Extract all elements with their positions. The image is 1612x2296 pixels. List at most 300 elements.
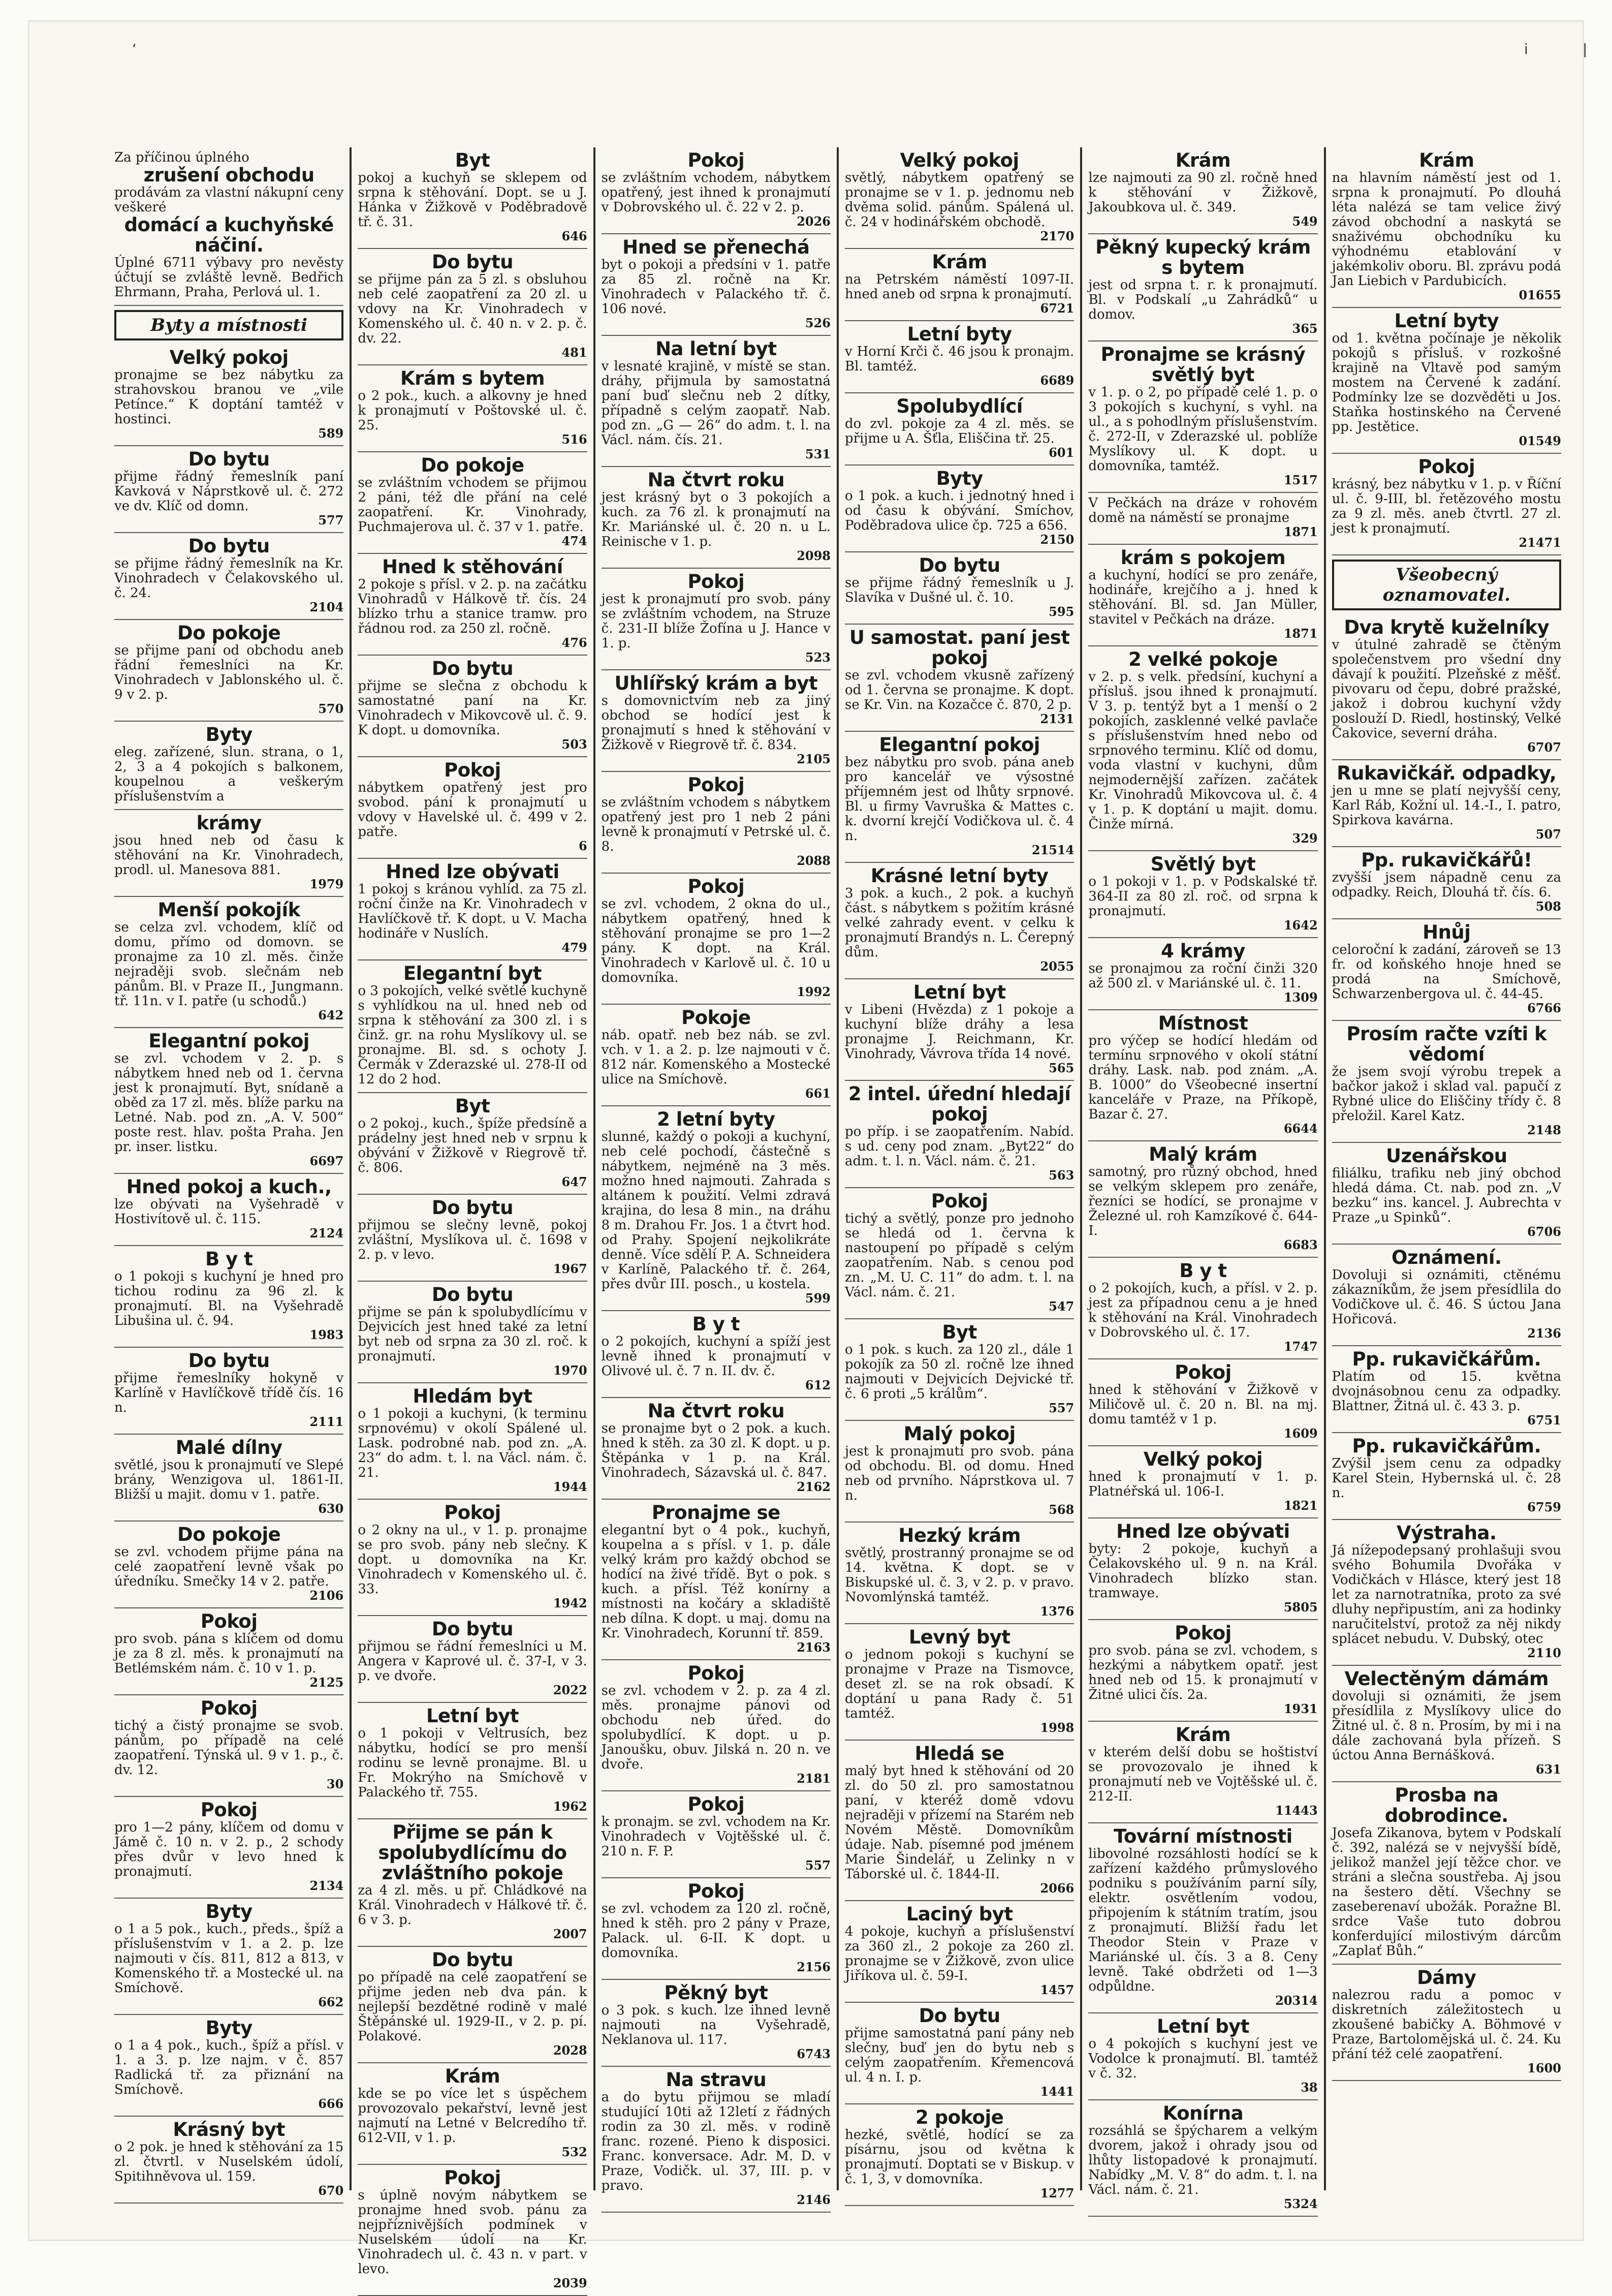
ad-heading: Letní byt	[426, 1705, 519, 1727]
ad-body: světlý, prostranný pronajme se od 14. května. K dopt. se v Biskupské ul. č. 3, v 2. p. v pravo. Novomlýnská tamtéž.	[844, 1545, 1074, 1605]
ad-body: o 2 pok. je hned k stěhování za 15 zl. čtvrtl. v Nuselském údolí, Spitihněvova ul. 159.	[114, 2139, 344, 2184]
ad-body: o 1 pokoji s kuchyní je hned pro tichou rodinu za 96 zl. k pronajmutí. Bl. na Vyšehradě Libušina ul. č. 94.	[114, 1269, 344, 1328]
classified-ad	[114, 620, 343, 722]
ad-number: 2110	[1527, 1646, 1561, 1660]
ad-heading: Letní byt	[913, 981, 1006, 1003]
ad-heading: Pronajme se	[651, 1502, 780, 1524]
ad-body: o 1 a 4 pok., kuch., špíž a přísl. v 1. a 3. p. lze najm. v č. 857 Radlická tř. za přiznání na Smíchově.	[114, 2038, 344, 2097]
ad-body: v kterém delší dobu se hoštiství se provozovalo je ihned k pronajmutí neb ve Vojtěšské ul. č. 212-II.	[1088, 1745, 1318, 1804]
ad-heading: Byty	[936, 468, 983, 489]
ad-body: o jednom pokoji s kuchyní se pronajme v Praze na Tismovce, deset zl. se na rok obsadí. K doptání u pana Rady č. 51 tamtéž.	[844, 1647, 1074, 1721]
ad-number: 2028	[553, 2043, 587, 2058]
ad-number: 1376	[1040, 1604, 1074, 1619]
ad-number: 1931	[1283, 1701, 1318, 1716]
ad-number: 365	[1292, 321, 1318, 336]
ad-body: v 2. p. s velk. předsíní, kuchyní a přísluš. jsou ihned k pronajmutí. V 3. p. tentýž byt a 1 menší o 2 pokojích, zasklenné velké pavlače s příslušenstvím hned nebo od srpnového terminu. Klíč od domu, voda vlastní v kuchyni, dům nejmodernější zařízen. začátek Kr. Vinohradů Mikovcova ul. č. 4 v 1. p. K doptání u majit. domu. Činže mírná.	[1088, 669, 1318, 832]
classified-ad	[1332, 1666, 1561, 1782]
ad-body: 3 pok. a kuch., 2 pok. a kuchyň část. s nábytkem s požitím krásné velké zahrady event. v celku k pronajmutí Brandýs n. L. Čerepný dům.	[844, 886, 1074, 960]
classified-ad	[1088, 1141, 1317, 1258]
ad-heading: Rukavičkář. odpadky,	[1337, 762, 1557, 784]
section-heading: Všeobecný oznamovatel.	[1332, 560, 1561, 610]
ad-body: Josefa Zikanova, bytem v Podskalí č. 392, nalézá se v nejvyšší bídě, jelikož manžel její těžce chor. ve stráni a slečna soustřeba. Aj jsou na šestero dětí. Všechny se zaseberenaví ubožák. Poražne Bl. srdce Vaše tuto dobrou konferdující milostivým dárcům „Zaplať Bůh.“	[1332, 1825, 1561, 1959]
ad-heading: Malý krám	[1149, 1143, 1257, 1165]
ad-heading: domácí a kuchyňské náčiní.	[124, 214, 334, 256]
classified-ad	[1088, 851, 1317, 938]
ad-number: 2181	[797, 1771, 831, 1786]
ad-body: přijmou se řádní řemeslníci u M. Angera v Kaprové ul. č. 37-I, v 3. p. ve dvoře.	[358, 1639, 587, 1684]
ad-body: o 1 pokoji a kuchyni, (k terminu srpnovému) v okolí Spálené ul. Lask. podrobné nab. pod zn. „A. 23“ do adm. t. l. na Václ. nám. č. 21.	[358, 1406, 587, 1480]
ad-number: 1979	[309, 877, 344, 891]
ad-body: Platím od 15. května dvojnásobnou cenu za odpadky. Blattner, Žitná ul. č. 43 3. p.	[1332, 1369, 1561, 1414]
ad-number: 503	[561, 737, 587, 752]
ad-number: 2148	[1527, 1123, 1561, 1137]
ad-number: 1821	[1283, 1498, 1318, 1513]
ad-heading: Pokoj	[200, 1799, 258, 1821]
ad-heading: Prosím račte vzíti k vědomí	[1346, 1023, 1547, 1065]
ad-body: se zvl. vchodem, 2 okna do ul., nábytkem opatřený, hned k stěhování pronajme se pro 1—2 pány. K dopt. na Král. Vinohradech v Karlově ul. č. 10 u domovníka.	[601, 896, 831, 985]
ad-number: 6697	[309, 1154, 344, 1168]
ad-heading: Na stravu	[666, 2069, 767, 2091]
ad-heading: Pokoje	[681, 1007, 751, 1029]
ad-heading: Pokoj	[1175, 1622, 1231, 1644]
ad-heading: Pokoj	[200, 1697, 258, 1719]
ad-number: 6707	[1527, 740, 1561, 755]
section-heading: Byty a místnosti	[114, 310, 343, 340]
ad-number: 568	[1049, 1502, 1074, 1517]
ad-body: se zvláštním vchodem, nábytkem opatřený, jest ihned k pronajmutí v Dobrovského ul. č. 22 v 2. p.	[601, 170, 831, 215]
ad-heading: 2 letní byty	[657, 1108, 775, 1130]
classified-ad	[1332, 147, 1561, 308]
classified-ad	[114, 1174, 343, 1246]
ad-number: 589	[318, 426, 344, 441]
ad-number: 01549	[1519, 433, 1561, 448]
classified-ad	[845, 1901, 1074, 2003]
classified-ad	[114, 1522, 343, 1608]
ad-number: 30	[326, 1777, 344, 1791]
ad-number: 670	[318, 2183, 344, 2198]
column-4	[837, 147, 1080, 2200]
classified-ad	[1088, 1359, 1317, 1446]
ad-heading: Hledá se	[914, 1743, 1004, 1764]
ad-body: eleg. zařízené, slun. strana, o 1, 2, 3 a 4 pokojích s balkonem, koupelnou a veškerým příslušenstvím a	[114, 744, 344, 804]
ad-heading: Do bytu	[919, 554, 1000, 576]
classified-ad	[1332, 1143, 1561, 1245]
classified-ad	[358, 249, 587, 365]
ad-number: 6721	[1040, 301, 1074, 316]
classified-ad	[845, 393, 1074, 466]
ad-heading: Hnůj	[1423, 921, 1471, 943]
ad-heading: Do bytu	[188, 535, 270, 557]
ad-body: prodávám za vlastní nákupní ceny veškeré	[114, 185, 344, 215]
ad-body: přijme řádný řemeslník paní Kavková v Náprstkově ul. č. 272 ve dv. Klíč od domn.	[114, 469, 344, 514]
classified-ad	[845, 1624, 1074, 1741]
classified-ad	[602, 1500, 831, 1660]
ad-body: 2 pokoje s přísl. v 2. p. na začátku Vinohradů v Hálkově tř. čís. 24 blízko trhu a stanice tramw. pro řádnou rod. za 250 zl. ročně.	[358, 577, 587, 636]
ad-body: lze najmouti za 90 zl. ročně hned k stěhování v Žižkově, Jakoubkova ul. č. 349.	[1088, 170, 1318, 215]
ad-body: bez nábytku pro svob. pána aneb pro kancelář ve výsostné příjemném jest od lhůty srpnové. Bl. u firmy Vavruška & Mattes c. k. dvorní krejčí Vodičkova ul. č. 4 n.	[844, 755, 1074, 844]
classified-ad	[845, 1319, 1074, 1421]
ad-body: se přijme paní od obchodu aneb řádní řemeslníci na Kr. Vinohradech v Jablonského ul. č. 9 v 2. p.	[114, 643, 344, 702]
ad-number: 6766	[1527, 1001, 1561, 1015]
ad-heading: Byty	[205, 1901, 252, 1922]
ad-body: že jsem svojí výrobu trepek a bačkor jakož i sklad val. papučí z Rybné ulice do Eliščiny třídy č. 8 přeložil. Karel Katz.	[1332, 1064, 1561, 1124]
ad-body: 4 pokoje, kuchyň a příslušenství za 360 zl., 2 pokoje za 260 zl. pronajme se v Žižkově, zvon ulice Jiříkova ul. č. 59-I.	[844, 1924, 1074, 1983]
classified-ad	[114, 2117, 343, 2204]
ad-number: 2104	[309, 600, 344, 614]
classified-ad	[114, 1435, 343, 1522]
column-5	[1080, 147, 1323, 2211]
ad-heading: Uzenářskou	[1385, 1145, 1507, 1167]
ad-number: 646	[561, 229, 587, 243]
ad-heading: Do pokoje	[177, 1524, 281, 1545]
ad-heading: Pokoj	[687, 1793, 745, 1815]
classified-ad	[114, 1899, 343, 2015]
ad-heading: Do bytu	[188, 1350, 270, 1372]
ad-number: 1441	[1040, 2084, 1074, 2099]
ad-body: byt o pokoji a předsíni v 1. patře za 85 zl. ročně na Kr. Vinohradech v Palackého tř. č. 106 nové.	[601, 257, 831, 317]
ad-number: 2131	[1040, 711, 1074, 726]
classified-ad	[358, 147, 587, 249]
ad-body: libovolné rozsáhlosti hodící se k zařízení každého průmyslového podniku s používáním parní síly, elektr. osvětlením vodou, připojením k státním tratím, jsou z pronajmutí. Bližší řadu let Theodor Stein v Praze v Mariánské ul. čís. 3 a 8. Ceny levně. Také obdržeti od 1—3 odpůldne.	[1088, 1846, 1318, 1994]
column-2	[350, 147, 593, 2290]
ad-heading: Velectěným dámám	[1344, 1668, 1549, 1690]
ad-number: 563	[1049, 1168, 1074, 1183]
ad-heading: zrušení obchodu	[143, 164, 314, 186]
classified-ad	[602, 569, 831, 670]
classified-ad	[114, 722, 343, 810]
ad-body: o 2 okny na ul., v 1. p. pronajme se pro svob. pány neb slečny. K dopt. u domovníka na Kr. Vinohradech v Komenského ul. č. 33.	[358, 1523, 587, 1597]
ad-number: 2124	[309, 1226, 344, 1240]
classified-ad	[602, 1005, 831, 1106]
ad-body: v lesnaté krajině, v místě se stan. dráhy, přijmula by samostatná paní buď slečnu neb 2 dítky, případně s celým zaopatř. Nab. pod zn. „G — 26“ do adm. t. l. na Václ. nám. čís. 21.	[601, 359, 831, 448]
classified-ad	[1088, 545, 1317, 646]
ad-body: o 2 pokoj., kuch., špíže předsíně a prádelny jest hned neb v srpnu k obývání v Žižkově v Riegrově tř. č. 806.	[358, 1116, 587, 1175]
ad-number: 577	[318, 513, 344, 528]
ad-number: 1970	[553, 1363, 587, 1378]
classified-ad	[358, 1947, 587, 2063]
ad-heading: Letní byty	[907, 323, 1012, 345]
ad-heading: Dámy	[1417, 1967, 1476, 1989]
classified-ad	[358, 1282, 587, 1383]
ad-body: hned k stěhování v Žižkově v Miličově ul. č. 20 n. Bl. na mj. domu tamtéž v 1 p.	[1088, 1382, 1318, 1427]
ad-number: 647	[561, 1174, 587, 1189]
ad-heading: Malé dílny	[175, 1437, 282, 1459]
ad-heading: krámy	[196, 812, 262, 834]
ad-body: o 2 pok., kuch. a alkovny je hned k pronajmutí v Poštovské ul. č. 25.	[358, 388, 587, 433]
ad-heading: Pokoj	[931, 1190, 988, 1212]
ad-body: na Petrském náměstí 1097-II. hned aneb od srpna k pronajmutí.	[844, 272, 1074, 302]
ad-heading: Do pokoje	[177, 622, 281, 644]
ad-body: krásný, bez nábytku v 1. p. v Říční ul. č. 9-III, bl. řetězového mostu za 9 zl. měs. aneb čtvrtl. 27 zl. jest k pronajmutí.	[1332, 477, 1561, 536]
ad-number: 5805	[1283, 1600, 1318, 1615]
classified-ad	[845, 552, 1074, 625]
ad-number: 601	[1049, 445, 1074, 460]
ad-body: se zvláštním vchodem s nábytkem opatřený jest pro 1 neb 2 páni levně k pronajmutí v Petrské ul. č. 8.	[601, 795, 831, 854]
ad-body: jsou hned neb od času k stěhování na Kr. Vinohradech, prodl. ul. Manesova 881.	[114, 833, 344, 878]
ad-body: pronajme se bez nábytku za strahovskou branou ve „vile Petínce.“ K doptání tamtéž v hostinci.	[114, 367, 344, 427]
ad-body: pokoj a kuchyň se sklepem od srpna k stěhování. Dopt. se u J. Hánka v Žižkově v Poděbradově tř. č. 31.	[358, 170, 587, 230]
ad-heading: Místnost	[1158, 1012, 1248, 1034]
ad-number: 38	[1301, 2080, 1318, 2095]
ad-number: 2026	[797, 214, 831, 229]
classified-ad	[1332, 847, 1561, 919]
ad-number: 2098	[797, 548, 831, 563]
ad-number: 6	[578, 839, 587, 853]
ad-heading: Tovární místnosti	[1114, 1825, 1292, 1847]
ad-body: o 1 a 5 pok., kuch., předs., špíž a příslušenstvím v 1. a 2. p. lze najmouti v čís. 811, 812 a 813, v Komenského tř. a Mostecké ul. na Smíchově.	[114, 1921, 344, 1996]
classified-ad	[845, 147, 1074, 249]
classified-ad	[1332, 1782, 1561, 1965]
page-edge-mark: i	[1524, 41, 1528, 57]
classified-ad	[1088, 1722, 1317, 1823]
ad-heading: Letní byt	[1156, 2015, 1249, 2037]
classified-ad	[845, 625, 1074, 732]
ad-number: 612	[805, 1378, 831, 1392]
ad-body: se pronajme byt o 2 pok. a kuch. hned k stěh. za 30 zl. K dopt. u p. Štěpánka v 1 p. na Král. Vinohradech, Sázavská ul. č. 847.	[601, 1421, 831, 1480]
ad-heading: Na čtvrt roku	[647, 1400, 785, 1422]
ad-body: se pronajmou za roční činži 320 až 500 zl. v Mariánské ul. č. 11.	[1088, 961, 1318, 991]
ad-heading: Do bytu	[431, 1197, 514, 1219]
classified-ad	[1332, 760, 1561, 847]
classified-ad	[602, 1398, 831, 1500]
ad-heading: Do bytu	[431, 1284, 514, 1306]
classified-ad	[602, 147, 831, 234]
ad-heading: Pokoj	[687, 149, 745, 171]
classified-ad	[845, 979, 1074, 1081]
ad-number: 565	[1049, 1061, 1074, 1075]
classified-ad	[1332, 919, 1561, 1021]
ad-heading: Elegantní pokoj	[148, 1030, 309, 1052]
classified-ad	[1332, 614, 1561, 760]
ad-heading: Do pokoje	[421, 454, 524, 476]
ad-heading: Pokoj	[687, 571, 745, 593]
ad-heading: Menší pokojík	[157, 899, 300, 921]
classified-ad	[602, 1311, 831, 1398]
classified-ad	[845, 1523, 1074, 1624]
ad-heading: Laciný byt	[906, 1903, 1013, 1925]
ad-number: 666	[318, 2096, 344, 2111]
ad-body: o 2 pokojích, kuch, a přísl. v 2. p. jest za případnou cenu a je hned k stěhování na Král. Vinohradech v Dobrovského ul. č. 17.	[1088, 1281, 1318, 1340]
ad-number: 1457	[1040, 1982, 1074, 1997]
classified-ad	[1332, 1346, 1561, 1433]
classified-ad	[1088, 1258, 1317, 1359]
ad-body: jest k pronajmutí pro svob. pány se zvláštním vchodem, na Struze č. 231-II blíže Žofína u J. Hance v 1. p.	[601, 592, 831, 651]
classified-ad	[358, 2063, 587, 2165]
ad-body: Za příčinou úplného	[114, 150, 249, 165]
classified-columns	[114, 147, 1567, 2290]
ad-body: a kuchyní, hodící se pro zenáře, hodináře, krejčího a j. hned k stěhování. Bl. sd. Jan Müller, stavitel v Pečkách na dráze.	[1088, 568, 1318, 627]
ad-number: 6644	[1283, 1121, 1318, 1136]
ad-number: 2022	[553, 1683, 587, 1697]
ad-body: nábytkem opatřený jest pro svobod. pání k pronajmutí u vdovy v Havelské ul. č. 499 v 2. patře.	[358, 780, 587, 840]
classified-ad	[358, 1819, 587, 1947]
classified-ad	[1088, 646, 1317, 851]
ad-body: o 3 pok. s kuch. lze ihned levně najmouti na Vyšehradě, Neklanova ul. 117.	[601, 2003, 831, 2047]
ad-body: v Horní Krči č. 46 jsou k pronajm. Bl. tamtéž.	[844, 344, 1074, 374]
ad-heading: Krásný byt	[173, 2119, 285, 2140]
classified-ad	[602, 467, 831, 569]
ad-number: 479	[561, 940, 587, 955]
ad-body: tichý a světlý, ponze pro jednoho se hledá od 1. června k nastoupení po případě s celým zaopatřením. Nab. s cenou pod zn. „M. U. C. 11“ do adm. t. l. na Václ. nám. č. 21.	[844, 1211, 1074, 1300]
classified-ad	[358, 859, 587, 960]
classified-ad	[602, 874, 831, 1005]
classified-ad	[1088, 1010, 1317, 1141]
ad-number: 662	[318, 1995, 344, 2009]
ad-heading: Krám	[1419, 149, 1474, 171]
classified-ad	[1088, 1620, 1317, 1722]
classified-ad	[114, 1797, 343, 1899]
classified-ad	[358, 757, 587, 859]
classified-ad	[358, 1195, 587, 1282]
ad-number: 2106	[309, 1588, 344, 1603]
ad-number: 549	[1292, 214, 1318, 229]
classified-ad	[845, 1188, 1074, 1319]
ad-number: 1942	[553, 1596, 587, 1610]
classified-ad	[1332, 1965, 1561, 2081]
ad-heading: Elegantní byt	[403, 963, 542, 984]
ad-body: pro svob. pána s klíčem od domu je za 8 zl. měs. k pronajmutí na Betlémském nám. č. 10 v 1. p.	[114, 1631, 344, 1676]
classified-ad	[358, 960, 587, 1093]
classified-ad	[1088, 2100, 1317, 2217]
ad-body: přijmou se slečny levně, pokoj zvláštní, Myslíkova ul. č. 1698 v 2. p. v levo.	[358, 1218, 587, 1262]
ad-body: přijme se pán k spolubydlícímu v Dejvicích jest hned také za letní byt neb od srpna za 30 zl. roč. k pronajmutí.	[358, 1305, 587, 1364]
ad-body: světlé, jsou k pronajmutí ve Slepé brány, Wenzigova ul. 1861-II. Bližší u majit. domu v 1. patře.	[114, 1457, 344, 1502]
ad-number: 2105	[797, 752, 831, 766]
ad-number: 547	[1049, 1299, 1074, 1314]
classified-ad	[1088, 1823, 1317, 2013]
classified-ad	[1088, 493, 1317, 545]
ad-body: hned k pronajmutí v 1. p. Platnéřská ul. 106-I.	[1088, 1469, 1318, 1499]
ad-body: celoroční k zadání, zároveň se 13 fr. od koňského hnoje hned se prodá na Smíchově, Schwarzenbergova ul. č. 44-45.	[1332, 942, 1561, 1002]
ad-number: 1983	[309, 1327, 344, 1342]
ad-heading: Hned se přenechá	[622, 236, 810, 258]
ad-heading: Dva krytě kuželníky	[1344, 616, 1550, 638]
ad-heading: Na letní byt	[655, 338, 777, 360]
classified-ad	[114, 1695, 343, 1797]
ad-heading: Pp. rukavičkářů!	[1361, 849, 1532, 871]
ad-body: v Libeni (Hvězda) z 1 pokoje a kuchyní blíže dráhy a lesa pronajme J. Reichmann, Kr. Vinohrady, Vávrova třída 14 nové.	[844, 1002, 1074, 1062]
ad-heading: Oznámení.	[1392, 1247, 1502, 1268]
classified-ad	[358, 1383, 587, 1500]
ad-number: 20314	[1275, 1993, 1318, 2008]
ad-number: 508	[1535, 899, 1561, 914]
ad-body: po případě na celé zaopatření se přijme jeden neb dva pán. k nejlepší bezdětné rodině v malé Štěpánské ul. 1929-II., v 2. p. pí. Polakové.	[358, 1970, 587, 2044]
ad-body: o 3 pokojích, velké světlé kuchyně s vyhlídkou na ul. hned neb od srpna k stěhování za 300 zl. i s činž. gr. na rohu Myslíkovy ul. se pronajme. Bl. sd. s ochoty J. Čermák v Zderazské ul. 278-II od 12 do 2 hod.	[358, 983, 587, 1087]
ad-body: pro svob. pána se zvl. vchodem, s hezkými a nábytkem opatř. jest hned neb od 15. k pronajmutí v Žitné ulici čís. 2a.	[1088, 1643, 1318, 1702]
ad-heading: Do bytu	[431, 1618, 514, 1640]
ad-body: do zvl. pokoje za 4 zl. měs. se přijme u A. Šťla, Eliščina tř. 25.	[844, 416, 1074, 446]
ad-heading: Pokoj	[1418, 456, 1475, 478]
classified-ad	[1088, 1446, 1317, 1518]
ad-heading: Pokoj	[444, 2167, 501, 2189]
classified-ad	[602, 670, 831, 772]
ad-heading: 2 pokoje	[915, 2106, 1004, 2128]
ad-body: V Pečkách na dráze v rohovém domě na náměstí se pronajme	[1088, 495, 1318, 525]
ad-heading: Pokoj	[444, 759, 501, 781]
ad-number: 2170	[1040, 229, 1074, 243]
ad-number: 1998	[1040, 1720, 1074, 1735]
classified-ad	[1332, 1021, 1561, 1143]
ad-heading: Hned k stěhování	[382, 556, 563, 578]
classified-ad	[1088, 938, 1317, 1010]
ad-number: 11443	[1275, 1803, 1318, 1818]
classified-ad	[1088, 1518, 1317, 1620]
ad-heading: U samostat. paní jest pokoj	[849, 627, 1070, 669]
ad-number: 1277	[1040, 2186, 1074, 2200]
ad-number: 1600	[1527, 2061, 1561, 2075]
ad-heading: Pokoj	[687, 876, 745, 897]
ad-body: Zvýšil jsem cenu za odpadky Karel Stein, Hybernská ul. č. 28 n.	[1332, 1456, 1561, 1501]
classified-ad	[845, 2003, 1074, 2104]
ad-heading: Pp. rukavičkářům.	[1352, 1348, 1541, 1370]
classified-ad	[602, 772, 831, 874]
ad-number: 516	[561, 432, 587, 447]
ad-number: 6689	[1040, 373, 1074, 388]
ad-body: malý byt hned k stěhování od 20 zl. do 50 zl. pro samostatnou paní, v kteréž domě vdovu nejraději v přízemí na Starém neb Novém Městě. Domovníkům údaje. Nab. písemné pod jménem Marie Šindelář, u Zelinky n v Táborské ul. č. 1844-II.	[844, 1763, 1074, 1882]
classified-ad	[602, 1791, 831, 1878]
classified-ad	[602, 1660, 831, 1791]
ad-number: 526	[805, 316, 831, 330]
ad-body: s domovnictvím neb za jiný obchod se hodící jest k pronajmutí s hned k stěhování v Žižkově v Riegrově tř. č. 834.	[601, 693, 831, 753]
classified-ad	[845, 2104, 1074, 2206]
ad-heading: Byty	[205, 2017, 252, 2039]
ad-body: Úplné 6711 výbavy pro nevěsty účtují se zvláště levně. Bedřich Ehrmann, Praha, Perlová ul. 1.	[114, 255, 344, 300]
ad-number: 1747	[1283, 1339, 1318, 1354]
ad-body: po příp. i se zaopatřením. Nabíd. s ud. ceny pod znam. „Byt22“ do adm. t. l. n. Václ. nám. č. 21.	[844, 1124, 1074, 1169]
ad-number: 1967	[553, 1261, 587, 1276]
ad-heading: B y t	[692, 1313, 740, 1335]
ad-heading: Velký pokoj	[900, 149, 1019, 171]
ad-heading: Pokoj	[1175, 1361, 1231, 1383]
column-1	[114, 147, 350, 2198]
ad-heading: Krásné letní byty	[870, 865, 1049, 887]
ad-body: o 1 pokoji v Veltrusích, bez nábytku, hodící se pro menší rodinu se levně pronajme. Bl. u Fr. Mokrýho na Smíchově v Palackého tř. 755.	[358, 1726, 587, 1800]
ad-number: 1642	[1283, 918, 1318, 933]
ad-body: o 2 pokojích, kuchyní a spíží jest levně ihned k pronajmutí v Olivové ul. č. 7 n. II. dv. č.	[601, 1334, 831, 1379]
ad-number: 531	[805, 447, 831, 461]
ad-number: 2039	[553, 2276, 587, 2290]
page-edge-mark: ‘	[132, 41, 137, 57]
ad-heading: Prosba na dobrodince.	[1384, 1784, 1508, 1826]
ad-heading: Výstraha.	[1397, 1522, 1497, 1544]
classified-ad	[114, 810, 343, 897]
ad-body: se přijme řádný řemeslník na Kr. Vinohradech v Čelakovského ul. č. 24.	[114, 556, 344, 601]
classified-ad	[1088, 2013, 1317, 2100]
ad-body: se zvl. vchodem vkusně zařízený od 1. června se pronajme. K dopt. se Kr. Vin. na Kozačce č. 870, 2 p.	[844, 668, 1074, 712]
ad-number: 2136	[1527, 1326, 1561, 1341]
ad-body: pro 1—2 pány, klíčem od domu v Jámě č. 10 n. v 2. p., 2 schody přes dvůr v levo hned k pronajmutí.	[114, 1820, 344, 1879]
ad-heading: Do bytu	[431, 251, 514, 273]
ad-heading: Světlý byt	[1150, 853, 1256, 875]
ad-body: zvyšší jsem nápadně cenu za odpadky. Reich, Dlouhá tř. čís. 6.	[1332, 870, 1561, 900]
ad-body: o 1 pok. s kuch. za 120 zl., dále 1 pokojík za 50 zl. ročně lze ihned najmouti v Dejvicích Dejvické tř. č. 6 proti „5 králům“.	[844, 1342, 1074, 1402]
classified-ad	[114, 1028, 343, 1174]
ad-body: přijme samostatná paní pány neb slečny, buď jen do bytu neb s celým zaopatřením. Křemencová ul. 4 n. I. p.	[844, 2026, 1074, 2085]
ad-body: byty: 2 pokoje, kuchyň a Čelakovského ul. 9 n. na Král. Vinohradech blízko stan. tramwaye.	[1088, 1541, 1318, 1601]
ad-body: a do bytu přijmou se mladí studující 10ti až 12letí z řádných rodin za 30 zl. měs. v rodině franc. rozené. Pieno k disposici. Franc. konversace. Adr. M. D. v Praze, Vodičk. ul. 37, III. p. v pravo.	[601, 2090, 831, 2193]
ad-number: 1962	[553, 1799, 587, 1814]
ad-number: 2163	[797, 1640, 831, 1655]
ad-number: 507	[1535, 827, 1561, 842]
ad-number: 630	[318, 1501, 344, 1516]
classified-ad	[114, 1246, 343, 1348]
ad-body: se zvl. vchodem přijme pána na celé zaopatření levně však po úředníku. Smečky 14 v 2. patře.	[114, 1544, 344, 1589]
classified-ad	[114, 1348, 343, 1435]
ad-body: hezké, světlé, hodící se za písárnu, jsou od května k pronajmutí. Doptati se v Biskup. v č. 1, 3, v domovníka.	[844, 2127, 1074, 2187]
ad-heading: Krám	[1175, 149, 1231, 171]
classified-ad	[358, 452, 587, 554]
ad-heading: Pokoj	[687, 1880, 745, 1902]
